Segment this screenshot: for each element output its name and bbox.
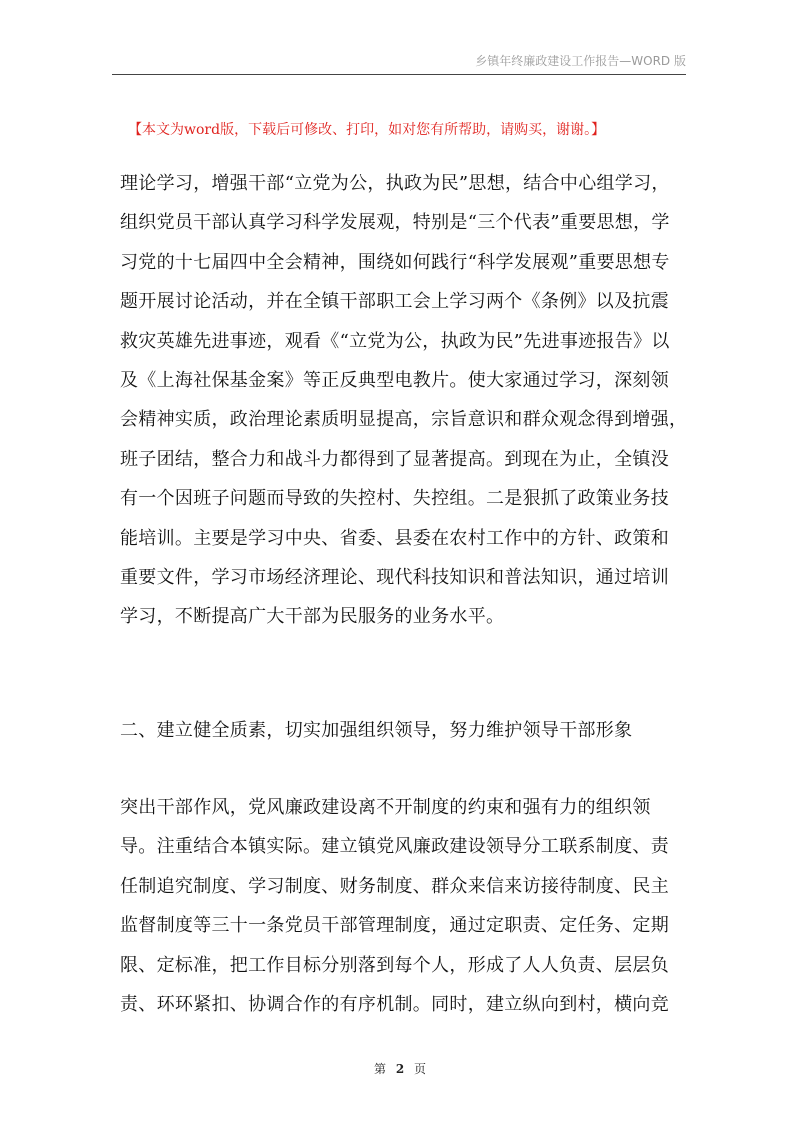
text-line: 救灾英雄先进事迹，观看《“立党为公，执政为民”先进事迹报告》以 — [120, 330, 670, 352]
page-number: 2 — [395, 1062, 405, 1076]
paragraph-1 — [120, 164, 688, 637]
text-line: 任制追究制度、学习制度、财务制度、群众来信来访接待制度、民主 — [120, 875, 669, 897]
text-line: 导。注重结合本镇实际。建立镇党风廉政建设领导分工联系制度、责 — [120, 836, 669, 858]
text-line: 能培训。主要是学习中央、省委、县委在农村工作中的方针、政策和 — [120, 527, 669, 549]
page-header — [112, 50, 686, 75]
text-line: 重要文件，学习市场经济理论、现代科技知识和普法知识，通过培训 — [120, 567, 669, 589]
section-heading — [120, 711, 688, 750]
page-prefix: 第 — [373, 1062, 386, 1076]
text-line: 限、定标准，把工作目标分别落到每个人，形成了人人负责、层层负 — [120, 954, 669, 976]
text-line: 题开展讨论活动，并在全镇干部职工会上学习两个《条例》以及抗震 — [120, 291, 669, 313]
text-line: 班子团结，整合力和战斗力都得到了显著提高。到现在为止，全镇没 — [120, 448, 669, 470]
document-title: 乡镇年终廉政建设工作报告—WORD 版 — [475, 54, 686, 68]
text-line: 学习，不断提高广大干部为民服务的业务水平。 — [120, 606, 505, 628]
text-line: 及《上海社保基金案》等正反典型电教片。使大家通过学习，深刻领 — [120, 370, 669, 392]
text-line: 责、环环紧扣、协调合作的有序机制。同时，建立纵向到村，横向竞 — [120, 994, 669, 1016]
section-heading-text: 二、建立健全质素，切实加强组织领导，努力维护领导干部形象 — [120, 720, 633, 741]
text-line: 理论学习，增强干部“立党为公，执政为民”思想，结合中心组学习， — [120, 173, 670, 194]
page-suffix: 页 — [414, 1062, 427, 1076]
text-line: 突出干部作风，党风廉政建设离不开制度的约束和强有力的组织领 — [120, 797, 651, 818]
text-line: 习党的十七届四中全会精神，围绕如何践行“科学发展观”重要思想专 — [120, 251, 670, 273]
download-notice: 【本文为word版，下载后可修改、打印，如对您有所帮助，请购买，谢谢。】 — [128, 122, 606, 138]
page-footer — [0, 1060, 800, 1077]
text-line: 会精神实质，政治理论素质明显提高，宗旨意识和群众观念得到增强， — [120, 409, 688, 431]
text-line: 有一个因班子问题而导致的失控村、失控组。二是狠抓了政策业务技 — [120, 488, 669, 510]
text-line: 监督制度等三十一条党员干部管理制度，通过定职责、定任务、定期 — [120, 915, 669, 937]
paragraph-2 — [120, 788, 688, 1024]
text-line: 组织党员干部认真学习科学发展观，特别是“三个代表”重要思想，学 — [120, 212, 670, 234]
